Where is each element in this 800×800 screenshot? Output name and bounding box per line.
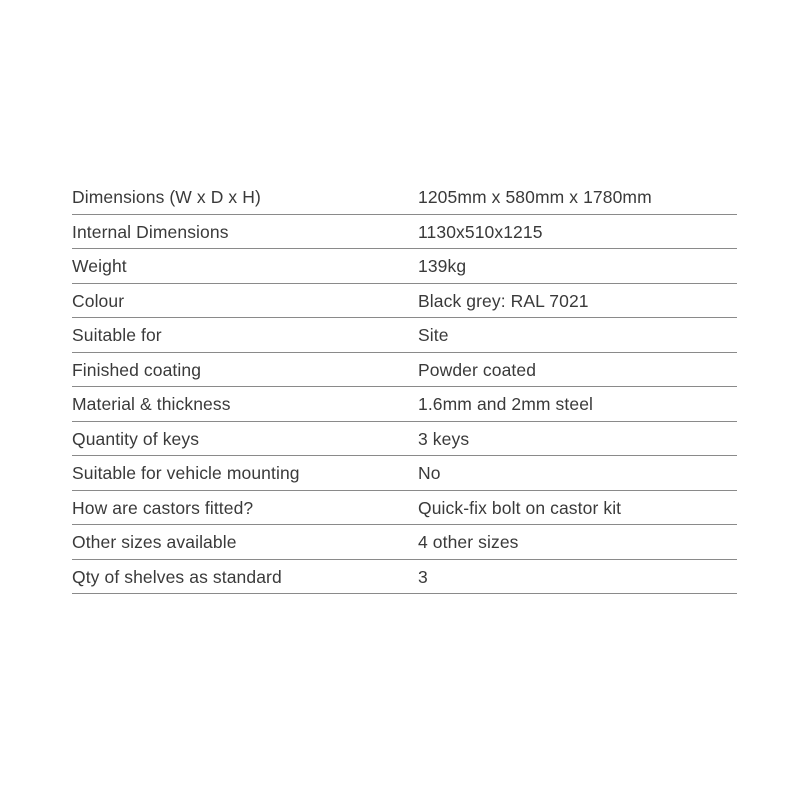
spec-label: Suitable for (72, 325, 162, 346)
spec-label: How are castors fitted? (72, 497, 254, 518)
spec-row-suitable-for (72, 318, 737, 353)
spec-label: Qty of shelves as standard (72, 566, 282, 587)
spec-label: Other sizes available (72, 532, 237, 553)
spec-row-internal-dimensions (72, 215, 737, 250)
spec-value: Powder coated (418, 359, 537, 380)
spec-label: Finished coating (72, 359, 202, 380)
spec-row-weight (72, 249, 737, 284)
spec-row-quantity-of-keys (72, 422, 737, 457)
spec-label: Material & thickness (72, 394, 231, 415)
spec-value: 3 keys (418, 428, 470, 449)
spec-label: Quantity of keys (72, 428, 200, 449)
spec-value: 1205mm x 580mm x 1780mm (418, 187, 652, 208)
spec-label: Dimensions (W x D x H) (72, 187, 261, 208)
spec-value: Quick-fix bolt on castor kit (418, 497, 622, 518)
spec-label: Suitable for vehicle mounting (72, 463, 300, 484)
spec-row-vehicle-mounting (72, 456, 737, 491)
spec-value: 1130x510x1215 (418, 221, 543, 242)
spec-value: Site (418, 325, 449, 346)
spec-row-material-thickness (72, 387, 737, 422)
spec-value: Black grey: RAL 7021 (418, 290, 589, 311)
spec-value: 4 other sizes (418, 532, 519, 553)
spec-row-colour (72, 284, 737, 319)
spec-label: Internal Dimensions (72, 221, 229, 242)
spec-row-other-sizes (72, 525, 737, 560)
spec-table (72, 180, 737, 594)
spec-row-castors (72, 491, 737, 526)
spec-value: 3 (418, 566, 428, 587)
spec-value: No (418, 463, 441, 484)
spec-label: Colour (72, 290, 125, 311)
spec-value: 139kg (418, 256, 467, 277)
spec-row-finished-coating (72, 353, 737, 388)
spec-value: 1.6mm and 2mm steel (418, 394, 594, 415)
spec-row-shelves (72, 560, 737, 595)
spec-row-dimensions (72, 180, 737, 215)
spec-label: Weight (72, 256, 127, 277)
